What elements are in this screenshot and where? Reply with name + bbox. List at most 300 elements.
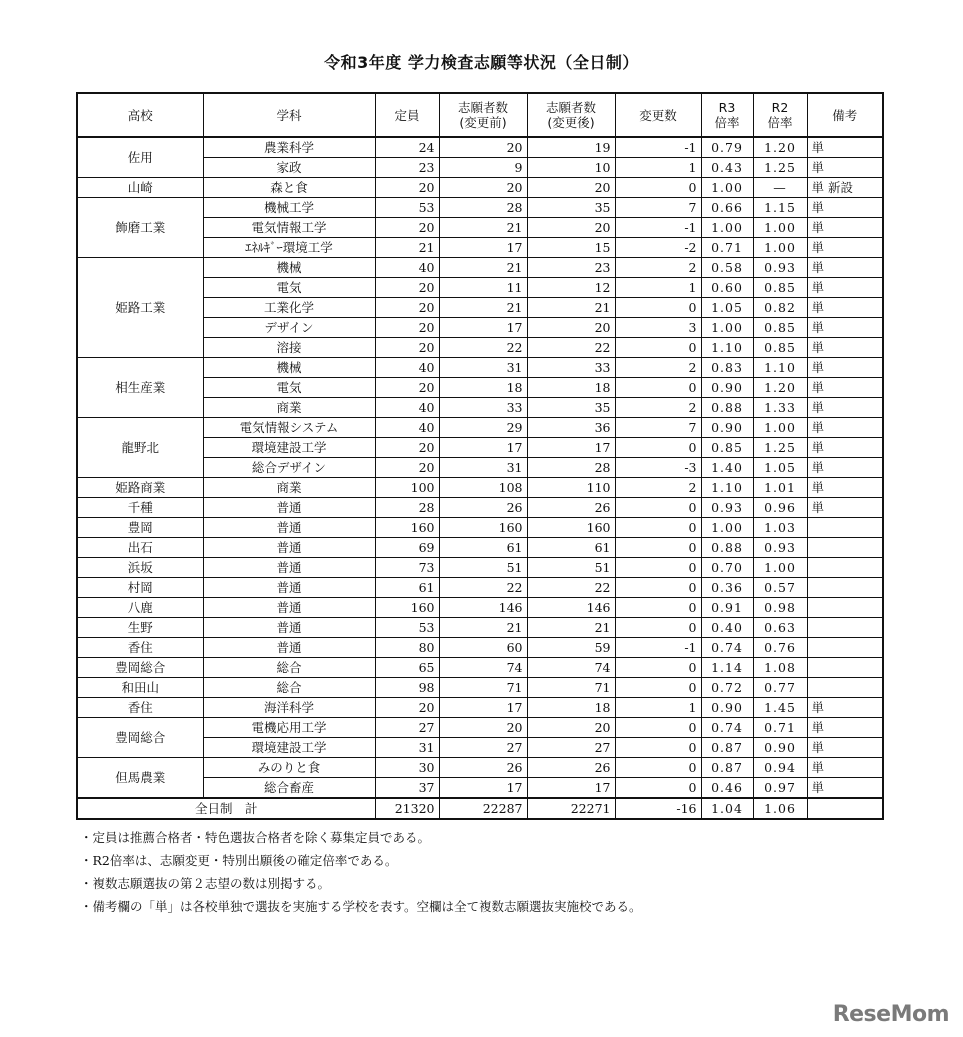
r2-rate-cell: 0.76 (753, 638, 807, 658)
applicants-after-cell: 12 (527, 278, 615, 298)
applicants-after-cell: 18 (527, 378, 615, 398)
table-row (77, 558, 883, 578)
applicants-before-cell: 60 (439, 638, 527, 658)
r3-rate-cell: 0.88 (701, 538, 753, 558)
department-cell: 総合 (203, 658, 375, 678)
r3-rate-cell: 0.90 (701, 378, 753, 398)
capacity-cell: 61 (375, 578, 439, 598)
capacity-cell: 40 (375, 258, 439, 278)
department-cell: 農業科学 (203, 137, 375, 158)
applicants-after-cell: 20 (527, 318, 615, 338)
change-cell: 0 (615, 558, 701, 578)
department-cell: 普通 (203, 598, 375, 618)
change-cell: 0 (615, 618, 701, 638)
school-cell: 豊岡総合 (77, 718, 203, 758)
applicants-before-cell: 71 (439, 678, 527, 698)
capacity-cell: 20 (375, 278, 439, 298)
capacity-cell: 160 (375, 598, 439, 618)
applicants-before-cell: 17 (439, 698, 527, 718)
r3-rate-cell: 0.40 (701, 618, 753, 638)
applicants-after-cell: 23 (527, 258, 615, 278)
applicants-after-cell: 21 (527, 298, 615, 318)
table-header (77, 93, 883, 137)
school-cell: 村岡 (77, 578, 203, 598)
change-cell: 0 (615, 578, 701, 598)
header-after-line2: (変更後) (547, 115, 595, 130)
header-r2-line2: 倍率 (767, 115, 793, 130)
change-cell: -2 (615, 238, 701, 258)
table-row (77, 258, 883, 278)
r3-rate-cell: 0.36 (701, 578, 753, 598)
note-cell (807, 518, 883, 538)
table-total (77, 798, 883, 819)
change-cell: 0 (615, 338, 701, 358)
total-applicants-after: 22271 (527, 798, 615, 819)
table-row (77, 618, 883, 638)
r3-rate-cell: 0.71 (701, 238, 753, 258)
note-cell: 単 (807, 258, 883, 278)
note-cell: 単 (807, 718, 883, 738)
header-dept: 学科 (203, 93, 375, 137)
change-cell: 0 (615, 298, 701, 318)
school-cell: 豊岡 (77, 518, 203, 538)
applicants-after-cell: 17 (527, 438, 615, 458)
note-cell (807, 678, 883, 698)
table-row (77, 498, 883, 518)
r3-rate-cell: 0.72 (701, 678, 753, 698)
table-row (77, 478, 883, 498)
change-cell: -1 (615, 638, 701, 658)
table-row (77, 718, 883, 738)
footnotes (80, 826, 642, 918)
department-cell: 機械 (203, 258, 375, 278)
school-cell: 生野 (77, 618, 203, 638)
change-cell: 1 (615, 158, 701, 178)
applicants-before-cell: 18 (439, 378, 527, 398)
table-row (77, 198, 883, 218)
applicants-after-cell: 74 (527, 658, 615, 678)
department-cell: 電機応用工学 (203, 718, 375, 738)
department-cell: 環境建設工学 (203, 738, 375, 758)
r3-rate-cell: 0.93 (701, 498, 753, 518)
r3-rate-cell: 0.60 (701, 278, 753, 298)
applicants-after-cell: 22 (527, 338, 615, 358)
change-cell: 0 (615, 438, 701, 458)
r3-rate-cell: 0.74 (701, 638, 753, 658)
department-cell: 商業 (203, 398, 375, 418)
school-cell: 山崎 (77, 178, 203, 198)
applicants-before-cell: 61 (439, 538, 527, 558)
total-row (77, 798, 883, 819)
capacity-cell: 80 (375, 638, 439, 658)
header-school: 高校 (77, 93, 203, 137)
school-cell: 姫路商業 (77, 478, 203, 498)
r2-rate-cell: 0.94 (753, 758, 807, 778)
r2-rate-cell: 1.05 (753, 458, 807, 478)
r3-rate-cell: 0.58 (701, 258, 753, 278)
applicants-before-cell: 29 (439, 418, 527, 438)
note-cell: 単 (807, 418, 883, 438)
change-cell: 0 (615, 598, 701, 618)
school-cell: 千種 (77, 498, 203, 518)
r3-rate-cell: 1.00 (701, 218, 753, 238)
note-cell (807, 598, 883, 618)
r3-rate-cell: 1.05 (701, 298, 753, 318)
r2-rate-cell: 0.82 (753, 298, 807, 318)
note-cell: 単 (807, 758, 883, 778)
note-cell: 単 (807, 298, 883, 318)
note-cell: 単 (807, 738, 883, 758)
r2-rate-cell: 1.00 (753, 238, 807, 258)
department-cell: 普通 (203, 498, 375, 518)
applicants-after-cell: 61 (527, 538, 615, 558)
note-cell (807, 538, 883, 558)
footnote: ・R2倍率は、志願変更・特別出願後の確定倍率である。 (80, 853, 398, 868)
note-cell: 単 (807, 278, 883, 298)
table-row (77, 418, 883, 438)
capacity-cell: 40 (375, 418, 439, 438)
note-cell: 単 (807, 198, 883, 218)
applicants-before-cell: 21 (439, 218, 527, 238)
applicants-after-cell: 33 (527, 358, 615, 378)
r2-rate-cell: 0.90 (753, 738, 807, 758)
department-cell: 普通 (203, 558, 375, 578)
r2-rate-cell: 1.45 (753, 698, 807, 718)
header-applicants-before (439, 93, 527, 137)
applicants-before-cell: 21 (439, 258, 527, 278)
r2-rate-cell: 0.97 (753, 778, 807, 799)
r2-rate-cell: 0.96 (753, 498, 807, 518)
capacity-cell: 23 (375, 158, 439, 178)
change-cell: -1 (615, 218, 701, 238)
r2-rate-cell: 0.93 (753, 258, 807, 278)
change-cell: 2 (615, 478, 701, 498)
applicants-before-cell: 27 (439, 738, 527, 758)
applicants-before-cell: 31 (439, 358, 527, 378)
header-note: 備考 (807, 93, 883, 137)
department-cell: 商業 (203, 478, 375, 498)
department-cell: 普通 (203, 578, 375, 598)
applicants-before-cell: 22 (439, 578, 527, 598)
r3-rate-cell: 0.79 (701, 137, 753, 158)
department-cell: 家政 (203, 158, 375, 178)
school-cell: 姫路工業 (77, 258, 203, 358)
school-cell: 佐用 (77, 137, 203, 178)
r2-rate-cell: 0.71 (753, 718, 807, 738)
note-cell: 単 (807, 238, 883, 258)
capacity-cell: 24 (375, 137, 439, 158)
capacity-cell: 20 (375, 218, 439, 238)
total-label: 全日制 計 (77, 798, 375, 819)
change-cell: 1 (615, 698, 701, 718)
applicants-after-cell: 59 (527, 638, 615, 658)
change-cell: 0 (615, 778, 701, 799)
school-cell: 和田山 (77, 678, 203, 698)
note-cell: 単 (807, 498, 883, 518)
header-capacity: 定員 (375, 93, 439, 137)
capacity-cell: 20 (375, 318, 439, 338)
applicants-after-cell: 51 (527, 558, 615, 578)
department-cell: 総合デザイン (203, 458, 375, 478)
r3-rate-cell: 0.91 (701, 598, 753, 618)
department-cell: デザイン (203, 318, 375, 338)
school-cell: 相生産業 (77, 358, 203, 418)
r3-rate-cell: 0.74 (701, 718, 753, 738)
applicants-before-cell: 33 (439, 398, 527, 418)
r3-rate-cell: 0.88 (701, 398, 753, 418)
r3-rate-cell: 1.40 (701, 458, 753, 478)
r3-rate-cell: 0.66 (701, 198, 753, 218)
r3-rate-cell: 1.00 (701, 178, 753, 198)
applicants-after-cell: 71 (527, 678, 615, 698)
department-cell: 工業化学 (203, 298, 375, 318)
applicants-after-cell: 15 (527, 238, 615, 258)
capacity-cell: 20 (375, 178, 439, 198)
applicants-after-cell: 17 (527, 778, 615, 799)
r2-rate-cell: 0.63 (753, 618, 807, 638)
r3-rate-cell: 0.85 (701, 438, 753, 458)
r3-rate-cell: 0.46 (701, 778, 753, 799)
school-cell: 但馬農業 (77, 758, 203, 799)
change-cell: 0 (615, 518, 701, 538)
school-cell: 龍野北 (77, 418, 203, 478)
r2-rate-cell: 1.20 (753, 137, 807, 158)
department-cell: 電気 (203, 278, 375, 298)
footnote: ・備考欄の「単」は各校単独で選抜を実施する学校を表す。空欄は全て複数志願選抜実施校である。 (80, 899, 642, 914)
capacity-cell: 37 (375, 778, 439, 799)
department-cell: 環境建設工学 (203, 438, 375, 458)
r2-rate-cell: 0.77 (753, 678, 807, 698)
note-cell: 単 (807, 438, 883, 458)
r2-rate-cell: 1.00 (753, 558, 807, 578)
applicants-after-cell: 110 (527, 478, 615, 498)
change-cell: 1 (615, 278, 701, 298)
applicants-before-cell: 17 (439, 238, 527, 258)
header-r2-line1: R2 (771, 100, 789, 115)
applicants-after-cell: 10 (527, 158, 615, 178)
school-cell: 香住 (77, 638, 203, 658)
capacity-cell: 31 (375, 738, 439, 758)
applicants-after-cell: 18 (527, 698, 615, 718)
department-cell: ｴﾈﾙｷﾞｰ環境工学 (203, 238, 375, 258)
department-cell: 普通 (203, 518, 375, 538)
change-cell: 0 (615, 718, 701, 738)
header-before-line2: (変更前) (459, 115, 507, 130)
r2-rate-cell: 0.93 (753, 538, 807, 558)
change-cell: 0 (615, 758, 701, 778)
note-cell (807, 658, 883, 678)
total-change: -16 (615, 798, 701, 819)
table-row (77, 678, 883, 698)
change-cell: 0 (615, 658, 701, 678)
department-cell: 普通 (203, 638, 375, 658)
note-cell: 単 (807, 398, 883, 418)
change-cell: -3 (615, 458, 701, 478)
note-cell: 単 (807, 698, 883, 718)
capacity-cell: 20 (375, 438, 439, 458)
header-r3-rate (701, 93, 753, 137)
change-cell: 3 (615, 318, 701, 338)
note-cell (807, 638, 883, 658)
department-cell: 普通 (203, 538, 375, 558)
change-cell: 0 (615, 378, 701, 398)
applicants-after-cell: 35 (527, 198, 615, 218)
change-cell: 0 (615, 178, 701, 198)
change-cell: 0 (615, 738, 701, 758)
table-row (77, 698, 883, 718)
applicants-before-cell: 17 (439, 318, 527, 338)
department-cell: 機械工学 (203, 198, 375, 218)
applicants-before-cell: 26 (439, 758, 527, 778)
applicants-after-cell: 160 (527, 518, 615, 538)
total-note (807, 798, 883, 819)
school-cell: 八鹿 (77, 598, 203, 618)
header-r3-line2: 倍率 (714, 115, 740, 130)
r3-rate-cell: 1.10 (701, 338, 753, 358)
r3-rate-cell: 0.87 (701, 738, 753, 758)
r3-rate-cell: 0.43 (701, 158, 753, 178)
footnote: ・複数志願選抜の第２志望の数は別掲する。 (80, 876, 331, 891)
applicants-before-cell: 51 (439, 558, 527, 578)
change-cell: 7 (615, 198, 701, 218)
total-applicants-before: 22287 (439, 798, 527, 819)
applicants-after-cell: 19 (527, 137, 615, 158)
applicants-before-cell: 11 (439, 278, 527, 298)
applicants-after-cell: 20 (527, 178, 615, 198)
school-cell: 香住 (77, 698, 203, 718)
department-cell: 総合 (203, 678, 375, 698)
capacity-cell: 65 (375, 658, 439, 678)
capacity-cell: 20 (375, 298, 439, 318)
department-cell: 海洋科学 (203, 698, 375, 718)
note-cell: 単 (807, 318, 883, 338)
r3-rate-cell: 0.87 (701, 758, 753, 778)
capacity-cell: 20 (375, 338, 439, 358)
header-r2-rate (753, 93, 807, 137)
change-cell: 2 (615, 258, 701, 278)
note-cell: 単 (807, 478, 883, 498)
capacity-cell: 160 (375, 518, 439, 538)
r2-rate-cell: 1.15 (753, 198, 807, 218)
table-row (77, 137, 883, 158)
capacity-cell: 98 (375, 678, 439, 698)
capacity-cell: 100 (375, 478, 439, 498)
r3-rate-cell: 1.00 (701, 518, 753, 538)
change-cell: 0 (615, 498, 701, 518)
applicants-before-cell: 17 (439, 778, 527, 799)
note-cell: 単 (807, 358, 883, 378)
table-row (77, 358, 883, 378)
r3-rate-cell: 1.10 (701, 478, 753, 498)
department-cell: みのりと食 (203, 758, 375, 778)
r3-rate-cell: 1.14 (701, 658, 753, 678)
admissions-table (76, 92, 884, 820)
change-cell: 0 (615, 538, 701, 558)
table-row (77, 178, 883, 198)
r2-rate-cell: 0.57 (753, 578, 807, 598)
header-r3-line1: R3 (718, 100, 736, 115)
change-cell: -1 (615, 137, 701, 158)
total-capacity: 21320 (375, 798, 439, 819)
table-body (77, 137, 883, 798)
school-cell: 出石 (77, 538, 203, 558)
r2-rate-cell: 1.08 (753, 658, 807, 678)
table-row (77, 758, 883, 778)
page-title: 令和3年度 学力検査志願等状況（全日制） (324, 53, 639, 72)
table-row (77, 578, 883, 598)
change-cell: 2 (615, 358, 701, 378)
note-cell: 単 (807, 218, 883, 238)
applicants-after-cell: 36 (527, 418, 615, 438)
applicants-after-cell: 22 (527, 578, 615, 598)
header-applicants-after (527, 93, 615, 137)
department-cell: 電気情報システム (203, 418, 375, 438)
department-cell: 総合畜産 (203, 778, 375, 799)
department-cell: 森と食 (203, 178, 375, 198)
applicants-before-cell: 28 (439, 198, 527, 218)
footnote: ・定員は推薦合格者・特色選抜合格者を除く募集定員である。 (80, 830, 431, 845)
header-after-line1: 志願者数 (545, 100, 596, 115)
header-change: 変更数 (615, 93, 701, 137)
r2-rate-cell: 1.25 (753, 158, 807, 178)
applicants-before-cell: 20 (439, 718, 527, 738)
applicants-after-cell: 26 (527, 758, 615, 778)
table-row (77, 598, 883, 618)
r2-rate-cell: — (753, 178, 807, 198)
applicants-before-cell: 160 (439, 518, 527, 538)
r2-rate-cell: 1.20 (753, 378, 807, 398)
table-row (77, 638, 883, 658)
capacity-cell: 40 (375, 358, 439, 378)
department-cell: 電気情報工学 (203, 218, 375, 238)
applicants-before-cell: 108 (439, 478, 527, 498)
applicants-before-cell: 17 (439, 438, 527, 458)
total-r3-rate: 1.04 (701, 798, 753, 819)
note-cell: 単 (807, 158, 883, 178)
note-cell: 単 (807, 338, 883, 358)
department-cell: 溶接 (203, 338, 375, 358)
capacity-cell: 21 (375, 238, 439, 258)
total-r2-rate: 1.06 (753, 798, 807, 819)
change-cell: 2 (615, 398, 701, 418)
applicants-before-cell: 26 (439, 498, 527, 518)
capacity-cell: 28 (375, 498, 439, 518)
r2-rate-cell: 1.03 (753, 518, 807, 538)
r2-rate-cell: 1.01 (753, 478, 807, 498)
applicants-before-cell: 20 (439, 178, 527, 198)
r3-rate-cell: 0.90 (701, 418, 753, 438)
applicants-before-cell: 21 (439, 618, 527, 638)
r2-rate-cell: 1.25 (753, 438, 807, 458)
school-cell: 飾磨工業 (77, 198, 203, 258)
capacity-cell: 30 (375, 758, 439, 778)
r2-rate-cell: 0.85 (753, 318, 807, 338)
department-cell: 機械 (203, 358, 375, 378)
note-cell: 単 (807, 378, 883, 398)
header-before-line1: 志願者数 (457, 100, 508, 115)
capacity-cell: 69 (375, 538, 439, 558)
r2-rate-cell: 1.00 (753, 418, 807, 438)
applicants-after-cell: 27 (527, 738, 615, 758)
applicants-after-cell: 146 (527, 598, 615, 618)
applicants-after-cell: 20 (527, 718, 615, 738)
applicants-after-cell: 20 (527, 218, 615, 238)
change-cell: 0 (615, 678, 701, 698)
r2-rate-cell: 0.98 (753, 598, 807, 618)
applicants-before-cell: 20 (439, 137, 527, 158)
capacity-cell: 53 (375, 198, 439, 218)
note-cell: 単 新設 (807, 178, 883, 198)
